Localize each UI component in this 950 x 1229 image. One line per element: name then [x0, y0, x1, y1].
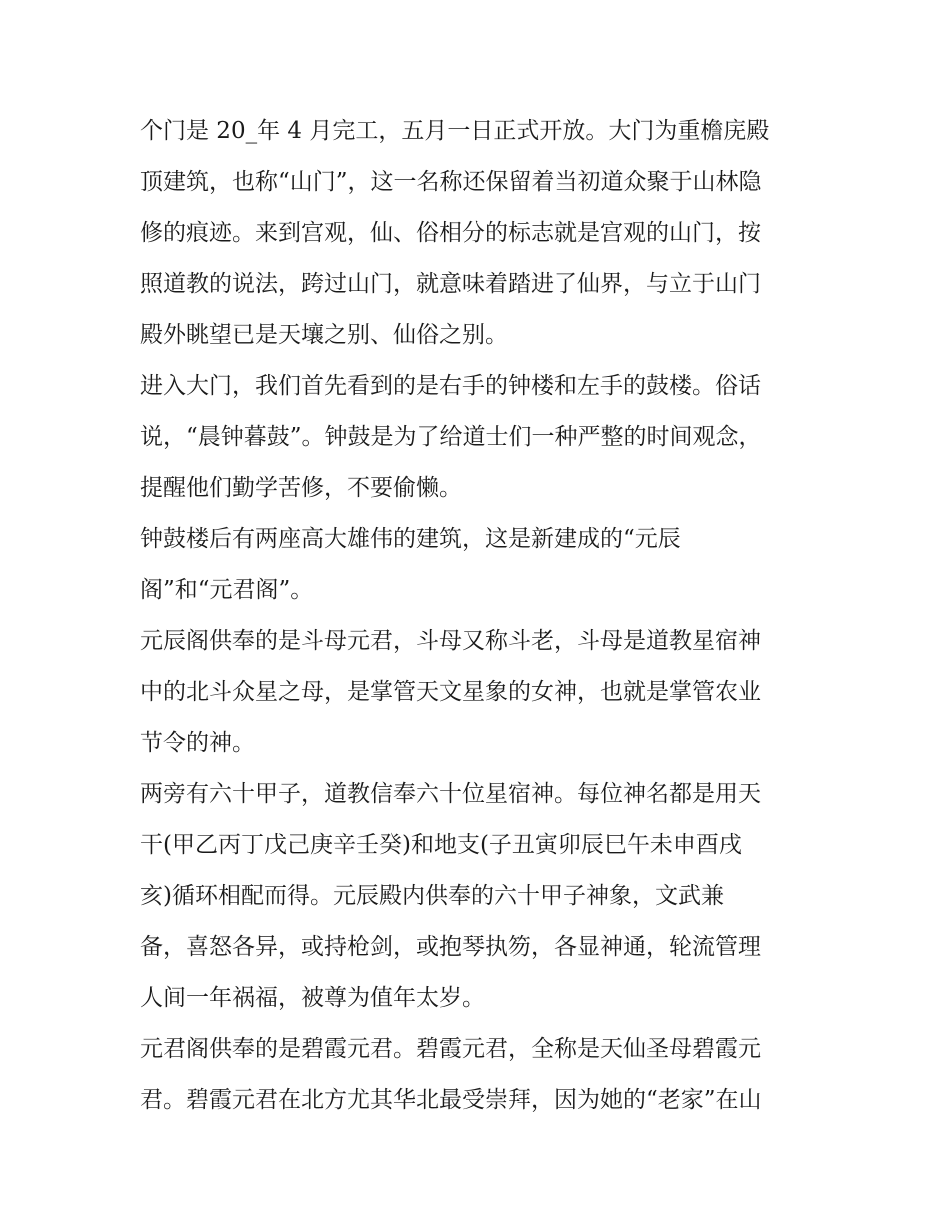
text-line: 元君阁供奉的是碧霞元君。碧霞元君，全称是天仙圣母碧霞元 [140, 1036, 761, 1062]
text-line: 节令的神。 [140, 730, 255, 756]
text-line: 干(甲乙丙丁戊己庚辛壬癸)和地支(子丑寅卯辰巳午未申酉戌 [140, 832, 742, 858]
text-line: 修的痕迹。来到宫观，仙、俗相分的标志就是宫观的山门，按 [140, 220, 761, 246]
text-line: 元辰阁供奉的是斗母元君，斗母又称斗老，斗母是道教星宿神 [140, 628, 761, 654]
text-line: 备，喜怒各异，或持枪剑，或抱琴执笏，各显神通，轮流管理 [140, 934, 761, 960]
text-line: 君。碧霞元君在北方尤其华北最受崇拜，因为她的“老家”在山 [140, 1087, 762, 1113]
text-line: 殿外眺望已是天壤之别、仙俗之别。 [140, 322, 508, 348]
text-line: 照道教的说法，跨过山门，就意味着踏进了仙界，与立于山门 [140, 271, 761, 297]
text-line: 钟鼓楼后有两座高大雄伟的建筑，这是新建成的“元辰 [140, 526, 681, 552]
text-line: 个门是 20_年 4 月完工，五月一日正式开放。大门为重檐庑殿 [140, 118, 770, 144]
document-body [140, 106, 820, 1126]
text-line: 阁”和“元君阁”。 [140, 577, 314, 603]
text-line: 中的北斗众星之母，是掌管天文星象的女神，也就是掌管农业 [140, 679, 761, 705]
text-line: 进入大门，我们首先看到的是右手的钟楼和左手的鼓楼。俗话 [140, 373, 761, 399]
text-line: 说，“晨钟暮鼓”。钟鼓是为了给道士们一种严整的时间观念， [140, 424, 762, 450]
text-line: 两旁有六十甲子，道教信奉六十位星宿神。每位神名都是用天 [140, 781, 761, 807]
text-line: 提醒他们勤学苦修，不要偷懒。 [140, 475, 462, 501]
text-line: 人间一年祸福，被尊为值年太岁。 [140, 985, 485, 1011]
text-line: 顶建筑，也称“山门”，这一名称还保留着当初道众聚于山林隐 [140, 169, 762, 195]
text-line: 亥)循环相配而得。元辰殿内供奉的六十甲子神象，文武兼 [140, 883, 724, 909]
